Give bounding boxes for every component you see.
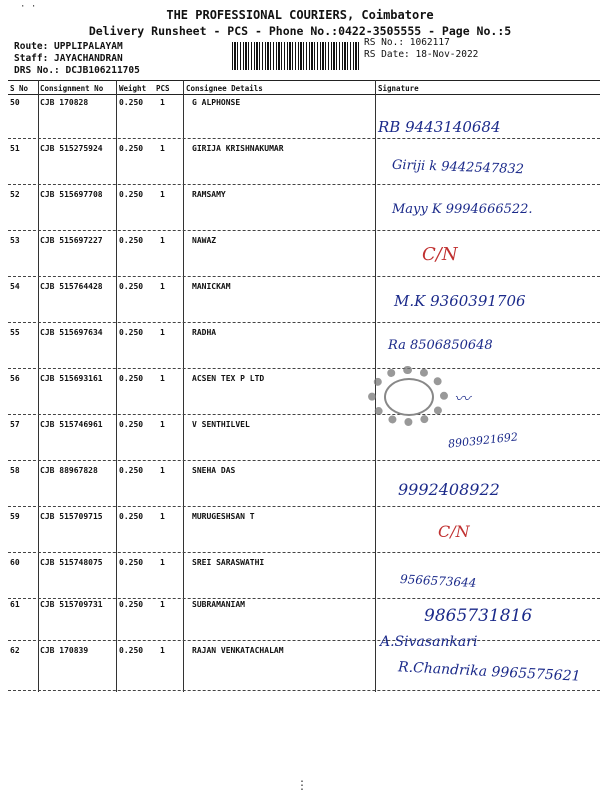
cell-pcs: 1 xyxy=(160,420,165,429)
row-separator xyxy=(8,598,600,599)
table-top-border xyxy=(8,80,600,81)
signature-row-57: 8903921692 xyxy=(447,430,519,451)
cell-cons: CJB 170828 xyxy=(40,98,89,107)
row-separator xyxy=(8,276,600,277)
row-separator xyxy=(8,322,600,323)
rs-date: RS Date: 18-Nov-2022 xyxy=(364,49,479,60)
col-header-consignee: Consignee Details xyxy=(186,84,263,93)
column-divider xyxy=(116,80,117,692)
cell-cons: CJB 515709731 xyxy=(40,600,103,609)
cell-sno: 54 xyxy=(10,282,20,291)
cell-pcs: 1 xyxy=(160,646,165,655)
cell-cons: CJB 515275924 xyxy=(40,144,103,153)
signature-row-60: 9566573644 xyxy=(399,572,477,590)
cell-pcs: 1 xyxy=(160,558,165,567)
cell-pcs: 1 xyxy=(160,374,165,383)
cell-pcs: 1 xyxy=(160,328,165,337)
cell-weight: 0.250 xyxy=(119,420,144,429)
round-seal-inner-icon xyxy=(384,378,434,416)
cell-cons: CJB 515697708 xyxy=(40,190,103,199)
table-header-border xyxy=(8,94,600,95)
cell-cons: CJB 515764428 xyxy=(40,282,103,291)
signature-row-59: C/N xyxy=(438,522,470,541)
cell-cons: CJB 515709715 xyxy=(40,512,103,521)
cell-sno: 50 xyxy=(10,98,20,107)
row-separator xyxy=(8,368,600,369)
row-separator xyxy=(8,506,600,507)
signature-row-62: R.Chandrika 9965575621 xyxy=(397,659,581,685)
cell-pcs: 1 xyxy=(160,466,165,475)
cell-sno: 61 xyxy=(10,600,20,609)
cell-name: RADHA xyxy=(192,328,217,337)
col-header-signature: Signature xyxy=(378,84,419,93)
route-label: Route: UPPLIPALAYAM xyxy=(14,41,123,52)
signature-row-50: RB 9443140684 xyxy=(378,118,501,136)
signature-row-61: 9865731816 xyxy=(424,606,533,626)
cell-weight: 0.250 xyxy=(119,374,144,383)
column-divider xyxy=(38,80,39,692)
row-separator xyxy=(8,460,600,461)
cell-sno: 52 xyxy=(10,190,20,199)
cell-sno: 51 xyxy=(10,144,20,153)
cell-weight: 0.250 xyxy=(119,190,144,199)
row-separator xyxy=(8,184,600,185)
cell-cons: CJB 515697227 xyxy=(40,236,103,245)
cell-cons: CJB 515693161 xyxy=(40,374,103,383)
cell-cons: CJB 170839 xyxy=(40,646,89,655)
rs-number: RS No.: 1062117 xyxy=(364,37,450,48)
cell-sno: 56 xyxy=(10,374,20,383)
cell-pcs: 1 xyxy=(160,144,165,153)
drs-number: DRS No.: DCJB106211705 xyxy=(14,65,140,76)
cell-name: MANICKAM xyxy=(192,282,231,291)
cell-name: SUBRAMANIAM xyxy=(192,600,245,609)
cell-weight: 0.250 xyxy=(119,558,144,567)
cell-name: G ALPHONSE xyxy=(192,98,241,107)
col-header-consignment: Consignment No xyxy=(40,84,104,93)
staff-label: Staff: JAYACHANDRAN xyxy=(14,53,123,64)
cell-sno: 58 xyxy=(10,466,20,475)
cell-name: MURUGESHSAN T xyxy=(192,512,255,521)
cell-pcs: 1 xyxy=(160,236,165,245)
row-separator xyxy=(8,414,600,415)
cell-name: SNEHA DAS xyxy=(192,466,236,475)
scan-dots-icon: · · xyxy=(20,2,37,12)
cell-sno: 62 xyxy=(10,646,20,655)
cell-weight: 0.250 xyxy=(119,144,144,153)
barcode-icon xyxy=(232,42,360,70)
cell-pcs: 1 xyxy=(160,282,165,291)
cell-weight: 0.250 xyxy=(119,646,144,655)
scribble-icon: 〰 xyxy=(454,389,471,408)
cell-sno: 53 xyxy=(10,236,20,245)
signature-row-53: C/N xyxy=(422,244,458,265)
cell-name: RAMSAMY xyxy=(192,190,226,199)
col-header-pcs: PCS xyxy=(156,84,170,93)
cell-sno: 57 xyxy=(10,420,20,429)
cell-name: RAJAN VENKATACHALAM xyxy=(192,646,284,655)
cell-cons: CJB 515748075 xyxy=(40,558,103,567)
cell-name: V SENTHILVEL xyxy=(192,420,250,429)
cell-weight: 0.250 xyxy=(119,98,144,107)
cell-weight: 0.250 xyxy=(119,328,144,337)
cell-weight: 0.250 xyxy=(119,512,144,521)
cell-pcs: 1 xyxy=(160,512,165,521)
cell-sno: 55 xyxy=(10,328,20,337)
runsheet-subtitle: Delivery Runsheet - PCS - Phone No.:0422-3505555 - Page No.:5 xyxy=(88,24,512,38)
cell-pcs: 1 xyxy=(160,600,165,609)
row-separator xyxy=(8,552,600,553)
row-separator xyxy=(8,640,600,641)
signature-row-54: M.K 9360391706 xyxy=(394,292,526,310)
cell-cons: CJB 515746961 xyxy=(40,420,103,429)
cell-weight: 0.250 xyxy=(119,600,144,609)
cell-name: ACSEN TEX P LTD xyxy=(192,374,265,383)
cell-weight: 0.250 xyxy=(119,466,144,475)
signature-row-55: Ra 8506850648 xyxy=(388,338,493,353)
cell-cons: CJB 515697634 xyxy=(40,328,103,337)
cell-sno: 59 xyxy=(10,512,20,521)
row-separator xyxy=(8,690,600,691)
cell-name: GIRIJA KRISHNAKUMAR xyxy=(192,144,284,153)
signature-row-52: Mayy K 9994666522. xyxy=(392,202,533,217)
column-divider xyxy=(183,80,184,692)
row-separator xyxy=(8,138,600,139)
row-separator xyxy=(8,230,600,231)
cell-pcs: 1 xyxy=(160,98,165,107)
cell-pcs: 1 xyxy=(160,190,165,199)
signature-row-58: 9992408922 xyxy=(398,480,500,499)
scan-mark-icon: ⋮ xyxy=(296,778,308,792)
col-header-sno: S No xyxy=(10,84,29,93)
company-title: THE PROFESSIONAL COURIERS, Coimbatore xyxy=(166,8,434,22)
cell-sno: 60 xyxy=(10,558,20,567)
cell-name: SREI SARASWATHI xyxy=(192,558,265,567)
extra-signature: A.Sivasankari xyxy=(380,634,478,650)
cell-weight: 0.250 xyxy=(119,282,144,291)
cell-weight: 0.250 xyxy=(119,236,144,245)
cell-cons: CJB 88967828 xyxy=(40,466,98,475)
cell-name: NAWAZ xyxy=(192,236,217,245)
signature-row-51: Giriji k 9442547832 xyxy=(391,157,525,178)
col-header-weight: Weight xyxy=(119,84,147,93)
